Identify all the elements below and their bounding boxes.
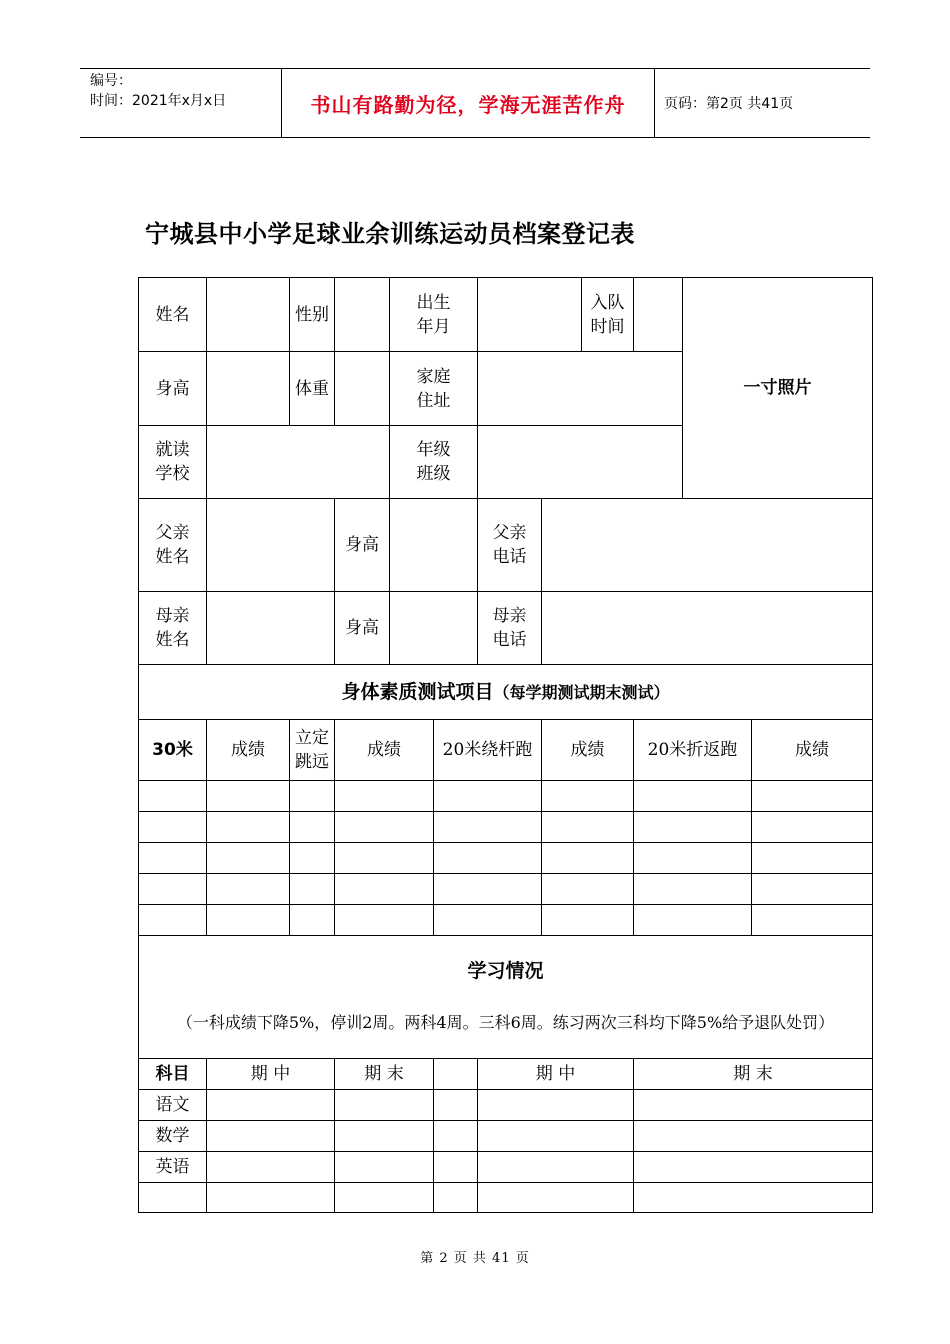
study-row xyxy=(139,1183,873,1213)
birth-field[interactable] xyxy=(478,278,582,352)
fitness-row xyxy=(139,905,873,936)
gender-field[interactable] xyxy=(335,278,390,352)
final-header-2: 期 末 xyxy=(634,1059,873,1090)
grade-label: 年级 班级 xyxy=(390,426,478,499)
study-row xyxy=(139,1090,873,1121)
fitness-row xyxy=(139,874,873,905)
final-header-1: 期 末 xyxy=(335,1059,434,1090)
join-date-label: 入队 时间 xyxy=(582,278,634,352)
document-number-label: 编号： xyxy=(90,73,132,89)
study-column-headers xyxy=(139,1059,873,1090)
study-title: 学习情况 xyxy=(467,960,544,982)
mother-name-field[interactable] xyxy=(207,592,335,665)
fitness-subtitle: （每学期测试期末测试） xyxy=(493,682,670,702)
mother-phone-label: 母亲 电话 xyxy=(478,592,542,665)
subject-english: 英语 xyxy=(139,1152,207,1183)
photo-box: 一寸照片 xyxy=(683,278,873,499)
header-meta xyxy=(90,71,280,111)
address-label: 家庭 住址 xyxy=(390,352,478,426)
father-height-label: 身高 xyxy=(335,499,390,592)
midterm-header-2: 期 中 xyxy=(478,1059,634,1090)
mother-height-label: 身高 xyxy=(335,592,390,665)
row-mother xyxy=(139,592,873,665)
weight-label: 体重 xyxy=(290,352,335,426)
col-20m-slalom: 20米绕杆跑 xyxy=(434,720,542,781)
father-phone-field[interactable] xyxy=(542,499,873,592)
page-footer: 第 2 页 共 41 页 xyxy=(420,1251,530,1266)
name-label: 姓名 xyxy=(139,278,207,352)
fitness-section-header xyxy=(139,665,873,720)
header-motto: 书山有路勤为径，学海无涯苦作舟 xyxy=(281,69,655,137)
height-field[interactable] xyxy=(207,352,290,426)
spacer-header xyxy=(434,1059,478,1090)
registration-form xyxy=(138,277,873,1213)
col-score-4: 成绩 xyxy=(752,720,873,781)
form-title: 宁城县中小学足球业余训练运动员档案登记表 xyxy=(145,220,635,248)
father-name-label: 父亲 姓名 xyxy=(139,499,207,592)
father-height-field[interactable] xyxy=(390,499,478,592)
row-name xyxy=(139,278,873,352)
mother-phone-field[interactable] xyxy=(542,592,873,665)
fitness-column-headers xyxy=(139,720,873,781)
name-field[interactable] xyxy=(207,278,290,352)
join-date-field[interactable] xyxy=(634,278,683,352)
study-section-header xyxy=(139,936,873,1059)
study-row xyxy=(139,1152,873,1183)
header-page-info: 页码：第2页 共41页 xyxy=(664,96,794,112)
subject-header: 科目 xyxy=(139,1059,207,1090)
father-phone-label: 父亲 电话 xyxy=(478,499,542,592)
weight-field[interactable] xyxy=(335,352,390,426)
mother-name-label: 母亲 姓名 xyxy=(139,592,207,665)
study-note: （一科成绩下降5%，停训2周。两科4周。三科6周。练习两次三科均下降5%给予退队处罚） xyxy=(176,1013,835,1032)
father-name-field[interactable] xyxy=(207,499,335,592)
row-father xyxy=(139,499,873,592)
birth-label: 出生 年月 xyxy=(390,278,478,352)
study-row xyxy=(139,1121,873,1152)
subject-chinese: 语文 xyxy=(139,1090,207,1121)
subject-blank[interactable] xyxy=(139,1183,207,1213)
midterm-header-1: 期 中 xyxy=(207,1059,335,1090)
col-score-1: 成绩 xyxy=(207,720,290,781)
subject-math: 数学 xyxy=(139,1121,207,1152)
fitness-row xyxy=(139,843,873,874)
fitness-row xyxy=(139,812,873,843)
col-standing-jump: 立定跳远 xyxy=(290,720,335,781)
page-header xyxy=(80,68,870,138)
grade-field[interactable] xyxy=(478,426,683,499)
mother-height-field[interactable] xyxy=(390,592,478,665)
fitness-row xyxy=(139,781,873,812)
col-30m: 30米 xyxy=(139,720,207,781)
document-time-label: 时间：2021年x月x日 xyxy=(90,93,227,109)
fitness-title: 身体素质测试项目 xyxy=(341,680,494,703)
col-20m-shuttle: 20米折返跑 xyxy=(634,720,752,781)
col-score-2: 成绩 xyxy=(335,720,434,781)
gender-label: 性别 xyxy=(290,278,335,352)
address-field[interactable] xyxy=(478,352,683,426)
school-label: 就读 学校 xyxy=(139,426,207,499)
col-score-3: 成绩 xyxy=(542,720,634,781)
school-field[interactable] xyxy=(207,426,390,499)
height-label: 身高 xyxy=(139,352,207,426)
